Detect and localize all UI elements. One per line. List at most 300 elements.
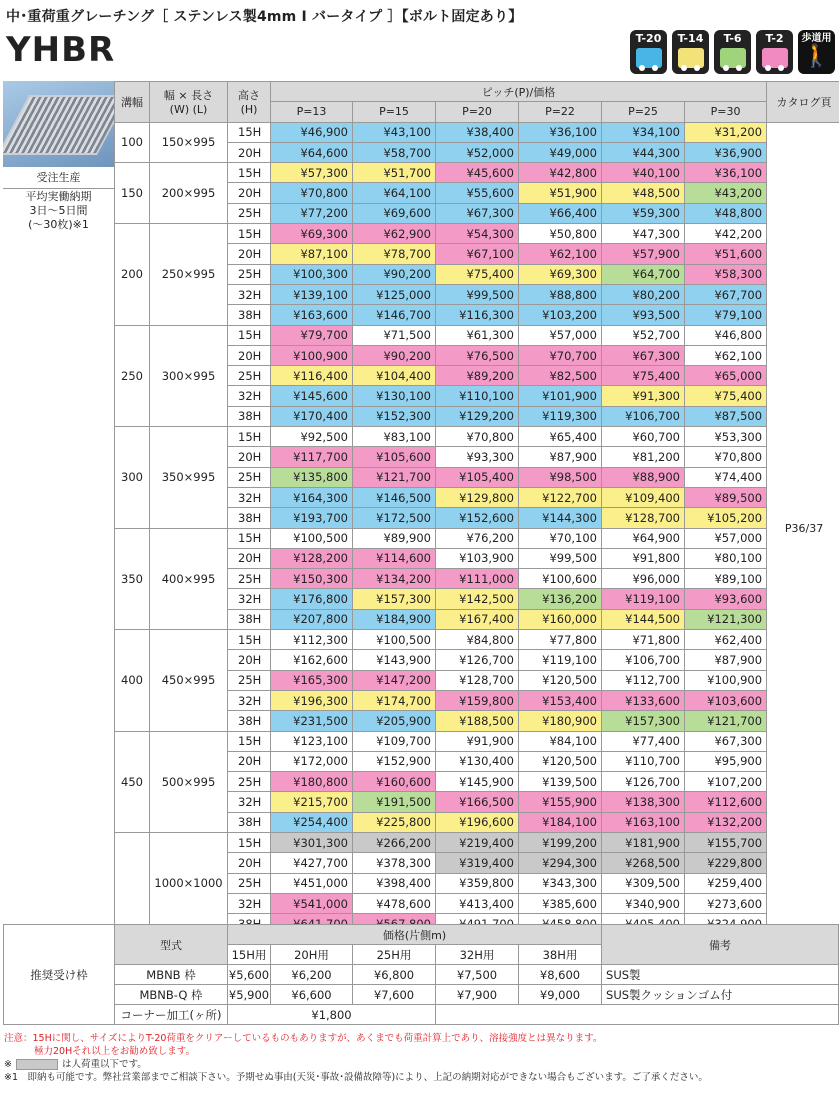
height: 15H xyxy=(228,528,271,548)
price-cell: ¥91,800 xyxy=(602,548,685,568)
height: 20H xyxy=(228,548,271,568)
price-cell: ¥126,700 xyxy=(436,650,519,670)
price-cell: ¥34,100 xyxy=(602,122,685,142)
price-cell: ¥58,300 xyxy=(685,264,767,284)
price-cell: ¥126,700 xyxy=(602,772,685,792)
price-cell: ¥51,900 xyxy=(519,183,602,203)
col-header-size xyxy=(150,82,228,123)
price-cell: ¥119,300 xyxy=(519,406,602,426)
price-table-body xyxy=(115,122,839,934)
price-cell: ¥44,300 xyxy=(602,142,685,162)
size: 350×995 xyxy=(150,427,228,528)
price-cell: ¥541,000 xyxy=(271,893,353,913)
price-cell: ¥100,600 xyxy=(519,569,602,589)
groove-width: 350 xyxy=(115,528,150,629)
price-cell: ¥89,200 xyxy=(436,366,519,386)
price-cell: ¥65,400 xyxy=(519,427,602,447)
price-cell: ¥294,300 xyxy=(519,853,602,873)
price-cell: ¥64,100 xyxy=(353,183,436,203)
price-cell: ¥79,700 xyxy=(271,325,353,345)
price-cell: ¥146,500 xyxy=(353,487,436,507)
price-cell: ¥79,100 xyxy=(685,305,767,325)
price-cell: ¥117,700 xyxy=(271,447,353,467)
price-cell: ¥174,700 xyxy=(353,690,436,710)
price-cell: ¥99,500 xyxy=(519,548,602,568)
price-cell: ¥129,200 xyxy=(436,406,519,426)
price-cell: ¥52,700 xyxy=(602,325,685,345)
price-row xyxy=(115,325,839,345)
size: 450×995 xyxy=(150,630,228,731)
height: 32H xyxy=(228,792,271,812)
price-cell: ¥36,100 xyxy=(519,122,602,142)
price-cell: ¥122,700 xyxy=(519,487,602,507)
price-cell: ¥100,900 xyxy=(271,345,353,365)
height: 25H xyxy=(228,467,271,487)
frame-price: ¥9,000 xyxy=(519,985,602,1005)
height: 25H xyxy=(228,569,271,589)
price-cell: ¥340,900 xyxy=(602,893,685,913)
groove-width: 150 xyxy=(115,163,150,224)
price-cell: ¥451,000 xyxy=(271,873,353,893)
price-cell: ¥160,000 xyxy=(519,609,602,629)
frame-section xyxy=(3,924,839,1025)
price-cell: ¥125,000 xyxy=(353,284,436,304)
price-cell: ¥87,900 xyxy=(519,447,602,467)
vehicle-icon xyxy=(720,48,746,68)
price-cell: ¥266,200 xyxy=(353,832,436,852)
divider xyxy=(3,188,114,189)
frame-note: SUS製クッションゴム付 xyxy=(602,985,839,1005)
price-cell: ¥95,900 xyxy=(685,751,767,771)
price-cell: ¥49,000 xyxy=(519,142,602,162)
price-cell: ¥89,500 xyxy=(685,487,767,507)
price-cell: ¥76,200 xyxy=(436,528,519,548)
price-cell: ¥31,200 xyxy=(685,122,767,142)
price-row xyxy=(115,122,839,142)
price-cell: ¥82,500 xyxy=(519,366,602,386)
pitch-header: P=15 xyxy=(353,102,436,122)
price-cell: ¥42,200 xyxy=(685,224,767,244)
price-cell: ¥78,700 xyxy=(353,244,436,264)
price-cell: ¥130,100 xyxy=(353,386,436,406)
made-to-order-label: 受注生産 xyxy=(36,171,81,184)
price-cell: ¥50,800 xyxy=(519,224,602,244)
height: 32H xyxy=(228,386,271,406)
price-cell: ¥87,100 xyxy=(271,244,353,264)
legend-swatch xyxy=(16,1059,58,1070)
height: 32H xyxy=(228,487,271,507)
height: 20H xyxy=(228,244,271,264)
price-cell: ¥129,800 xyxy=(436,487,519,507)
price-cell: ¥191,500 xyxy=(353,792,436,812)
price-cell: ¥152,900 xyxy=(353,751,436,771)
price-cell: ¥77,400 xyxy=(602,731,685,751)
height: 25H xyxy=(228,264,271,284)
price-cell: ¥166,500 xyxy=(436,792,519,812)
price-cell: ¥207,800 xyxy=(271,609,353,629)
price-cell: ¥80,200 xyxy=(602,284,685,304)
price-cell: ¥109,400 xyxy=(602,487,685,507)
frame-height-header: 20H用 xyxy=(271,945,353,965)
price-cell: ¥145,600 xyxy=(271,386,353,406)
groove-width: 100 xyxy=(115,122,150,163)
badge-label: T-2 xyxy=(765,32,784,45)
delivery-note-line1: 平均実働納期 xyxy=(25,190,92,203)
price-cell: ¥103,200 xyxy=(519,305,602,325)
size: 1000×1000 xyxy=(150,832,228,933)
price-cell: ¥93,600 xyxy=(685,589,767,609)
height: 38H xyxy=(228,711,271,731)
price-cell: ¥111,000 xyxy=(436,569,519,589)
price-cell: ¥74,400 xyxy=(685,467,767,487)
price-cell: ¥75,400 xyxy=(685,386,767,406)
price-cell: ¥128,200 xyxy=(271,548,353,568)
size: 200×995 xyxy=(150,163,228,224)
price-cell: ¥114,600 xyxy=(353,548,436,568)
price-cell: ¥43,200 xyxy=(685,183,767,203)
price-cell: ¥100,500 xyxy=(353,630,436,650)
frame-row xyxy=(4,985,839,1005)
delivery-note-line3: (～30枚)※1 xyxy=(28,218,89,231)
price-cell: ¥121,700 xyxy=(353,467,436,487)
price-cell: ¥427,700 xyxy=(271,853,353,873)
price-cell: ¥51,700 xyxy=(353,163,436,183)
price-cell: ¥57,000 xyxy=(685,528,767,548)
price-cell: ¥120,500 xyxy=(519,751,602,771)
col-header-height xyxy=(228,82,271,123)
frame-price: ¥6,600 xyxy=(271,985,353,1005)
price-cell: ¥48,800 xyxy=(685,203,767,223)
price-cell: ¥91,900 xyxy=(436,731,519,751)
price-cell: ¥157,300 xyxy=(353,589,436,609)
catalog-page: P36/37 xyxy=(767,122,839,934)
price-cell: ¥146,700 xyxy=(353,305,436,325)
height: 32H xyxy=(228,284,271,304)
price-cell: ¥67,700 xyxy=(685,284,767,304)
price-cell: ¥231,500 xyxy=(271,711,353,731)
col-header-height-sub: (H) xyxy=(240,103,258,117)
price-cell: ¥163,100 xyxy=(602,812,685,832)
col-header-pitch: ピッチ(P)/価格 xyxy=(271,82,767,102)
price-cell: ¥119,100 xyxy=(519,650,602,670)
price-cell: ¥150,300 xyxy=(271,569,353,589)
page-subtitle: 中･重荷重グレーチング［ ステンレス製4mm I バータイプ ］【ボルト固定あり】 xyxy=(6,9,523,25)
grating-image xyxy=(3,95,114,155)
price-cell: ¥46,900 xyxy=(271,122,353,142)
price-cell: ¥67,300 xyxy=(602,345,685,365)
pitch-header: P=25 xyxy=(602,102,685,122)
price-cell: ¥77,800 xyxy=(519,630,602,650)
price-cell: ¥83,100 xyxy=(353,427,436,447)
warning-line2: 極力20Hそれ以上をお勧め致します。 xyxy=(34,1046,195,1057)
price-cell: ¥153,400 xyxy=(519,690,602,710)
price-cell: ¥172,000 xyxy=(271,751,353,771)
height: 20H xyxy=(228,853,271,873)
groove-width: 400 xyxy=(115,630,150,731)
price-cell: ¥254,400 xyxy=(271,812,353,832)
col-header-width: 溝幅 xyxy=(115,82,150,123)
price-cell: ¥145,900 xyxy=(436,772,519,792)
height: 15H xyxy=(228,122,271,142)
badge--4 xyxy=(798,30,835,74)
height: 20H xyxy=(228,751,271,771)
price-cell: ¥105,600 xyxy=(353,447,436,467)
price-cell: ¥98,500 xyxy=(519,467,602,487)
price-cell: ¥104,400 xyxy=(353,366,436,386)
height: 20H xyxy=(228,447,271,467)
height: 25H xyxy=(228,873,271,893)
price-cell: ¥157,300 xyxy=(602,711,685,731)
price-table xyxy=(114,81,839,934)
price-cell: ¥100,500 xyxy=(271,528,353,548)
groove-width: 450 xyxy=(115,731,150,832)
height: 20H xyxy=(228,345,271,365)
price-cell: ¥77,200 xyxy=(271,203,353,223)
price-cell: ¥268,500 xyxy=(602,853,685,873)
price-row xyxy=(115,427,839,447)
col-header-size-sub: (W) (L) xyxy=(169,103,208,117)
price-cell: ¥319,400 xyxy=(436,853,519,873)
frame-price: ¥7,600 xyxy=(353,985,436,1005)
height: 32H xyxy=(228,589,271,609)
price-cell: ¥103,600 xyxy=(685,690,767,710)
price-cell: ¥53,300 xyxy=(685,427,767,447)
height: 38H xyxy=(228,812,271,832)
price-cell: ¥48,500 xyxy=(602,183,685,203)
height: 20H xyxy=(228,183,271,203)
price-cell: ¥42,800 xyxy=(519,163,602,183)
price-cell: ¥105,400 xyxy=(436,467,519,487)
badge-t2-3 xyxy=(756,30,793,74)
price-cell: ¥184,100 xyxy=(519,812,602,832)
vehicle-icon xyxy=(636,48,662,68)
price-cell: ¥398,400 xyxy=(353,873,436,893)
price-cell: ¥152,600 xyxy=(436,508,519,528)
price-cell: ¥112,300 xyxy=(271,630,353,650)
product-photo xyxy=(3,81,114,167)
height: 25H xyxy=(228,203,271,223)
frame-price: ¥6,800 xyxy=(353,965,436,985)
price-cell: ¥84,800 xyxy=(436,630,519,650)
price-cell: ¥301,300 xyxy=(271,832,353,852)
badge-label: T-20 xyxy=(635,32,662,45)
pitch-header: P=30 xyxy=(685,102,767,122)
price-cell: ¥143,900 xyxy=(353,650,436,670)
badge-label: 歩道用 xyxy=(801,33,832,44)
badge-t6-2 xyxy=(714,30,751,74)
price-cell: ¥106,700 xyxy=(602,650,685,670)
load-class-badges xyxy=(630,30,835,74)
price-cell: ¥106,700 xyxy=(602,406,685,426)
price-cell: ¥67,300 xyxy=(685,731,767,751)
price-cell: ¥64,900 xyxy=(602,528,685,548)
price-cell: ¥139,100 xyxy=(271,284,353,304)
pedestrian-icon: 🚶 xyxy=(802,44,831,69)
price-cell: ¥130,400 xyxy=(436,751,519,771)
price-cell: ¥54,300 xyxy=(436,224,519,244)
price-cell: ¥91,300 xyxy=(602,386,685,406)
price-cell: ¥87,500 xyxy=(685,406,767,426)
price-cell: ¥193,700 xyxy=(271,508,353,528)
price-cell: ¥55,600 xyxy=(436,183,519,203)
height: 32H xyxy=(228,690,271,710)
price-cell: ¥71,500 xyxy=(353,325,436,345)
price-cell: ¥136,200 xyxy=(519,589,602,609)
delivery-note xyxy=(3,190,114,232)
warning-line1: 注意：15Hに関し、サイズによりT-20荷重をクリアーしているものもありますが、あくまでも荷重計算上であり、溶接強度とは異なります。 xyxy=(4,1033,603,1044)
price-cell: ¥121,300 xyxy=(685,609,767,629)
height: 20H xyxy=(228,650,271,670)
price-cell: ¥89,100 xyxy=(685,569,767,589)
price-row xyxy=(115,163,839,183)
frame-type: MBNB-Q 枠 xyxy=(115,985,228,1005)
pitch-header: P=13 xyxy=(271,102,353,122)
price-cell: ¥309,500 xyxy=(602,873,685,893)
price-cell: ¥343,300 xyxy=(519,873,602,893)
price-cell: ¥36,100 xyxy=(685,163,767,183)
frame-table xyxy=(3,924,839,1025)
badge-label: T-14 xyxy=(677,32,704,45)
footnote: ※1 即納も可能です。弊社営業部までご相談下さい。予期せぬ事由(天災･事故･設備故障等)により、上記の納期対応ができない場合もございます。ご了承ください。 xyxy=(4,1072,708,1083)
price-cell: ¥62,100 xyxy=(519,244,602,264)
price-cell: ¥155,700 xyxy=(685,832,767,852)
price-cell: ¥180,800 xyxy=(271,772,353,792)
price-cell: ¥75,400 xyxy=(436,264,519,284)
vehicle-icon xyxy=(762,48,788,68)
price-cell: ¥75,400 xyxy=(602,366,685,386)
price-cell: ¥40,100 xyxy=(602,163,685,183)
price-cell: ¥215,700 xyxy=(271,792,353,812)
price-cell: ¥57,000 xyxy=(519,325,602,345)
legend-text: は人荷重以下です。 xyxy=(61,1059,147,1070)
vehicle-icon xyxy=(678,48,704,68)
frame-type: MBNB 枠 xyxy=(115,965,228,985)
price-cell: ¥105,200 xyxy=(685,508,767,528)
price-cell: ¥80,100 xyxy=(685,548,767,568)
price-cell: ¥58,700 xyxy=(353,142,436,162)
frame-col-type: 型式 xyxy=(115,925,228,965)
price-cell: ¥36,900 xyxy=(685,142,767,162)
price-cell: ¥167,400 xyxy=(436,609,519,629)
frame-price: ¥5,900 xyxy=(228,985,271,1005)
price-cell: ¥144,500 xyxy=(602,609,685,629)
price-cell: ¥138,300 xyxy=(602,792,685,812)
price-cell: ¥62,100 xyxy=(685,345,767,365)
frame-price: ¥7,900 xyxy=(436,985,519,1005)
frame-height-header: 15H用 xyxy=(228,945,271,965)
price-cell: ¥135,800 xyxy=(271,467,353,487)
badge-label: T-6 xyxy=(723,32,742,45)
frame-col-note: 備考 xyxy=(602,925,839,965)
price-cell: ¥88,800 xyxy=(519,284,602,304)
frame-price: ¥7,500 xyxy=(436,965,519,985)
price-cell: ¥196,600 xyxy=(436,812,519,832)
price-cell: ¥112,600 xyxy=(685,792,767,812)
page-title: YHBR xyxy=(6,30,116,70)
size: 150×995 xyxy=(150,122,228,163)
col-header-size-label: 幅 × 長さ xyxy=(163,89,214,103)
price-cell: ¥84,100 xyxy=(519,731,602,751)
price-cell: ¥71,800 xyxy=(602,630,685,650)
price-cell: ¥100,300 xyxy=(271,264,353,284)
price-cell: ¥62,400 xyxy=(685,630,767,650)
price-cell: ¥165,300 xyxy=(271,670,353,690)
price-cell: ¥163,600 xyxy=(271,305,353,325)
price-cell: ¥378,300 xyxy=(353,853,436,873)
price-cell: ¥59,300 xyxy=(602,203,685,223)
badge-t20-0 xyxy=(630,30,667,74)
price-cell: ¥43,100 xyxy=(353,122,436,142)
badge-t14-1 xyxy=(672,30,709,74)
price-cell: ¥81,200 xyxy=(602,447,685,467)
price-cell: ¥70,800 xyxy=(271,183,353,203)
price-cell: ¥110,700 xyxy=(602,751,685,771)
price-row xyxy=(115,224,839,244)
price-cell: ¥67,300 xyxy=(436,203,519,223)
height: 15H xyxy=(228,224,271,244)
height: 15H xyxy=(228,731,271,751)
legend xyxy=(4,1058,836,1071)
price-cell: ¥181,900 xyxy=(602,832,685,852)
price-cell: ¥70,100 xyxy=(519,528,602,548)
price-cell: ¥273,600 xyxy=(685,893,767,913)
price-cell: ¥219,400 xyxy=(436,832,519,852)
frame-height-header: 25H用 xyxy=(353,945,436,965)
height: 38H xyxy=(228,406,271,426)
price-cell: ¥147,200 xyxy=(353,670,436,690)
price-cell: ¥88,900 xyxy=(602,467,685,487)
price-cell: ¥159,800 xyxy=(436,690,519,710)
price-cell: ¥90,200 xyxy=(353,264,436,284)
price-cell: ¥478,600 xyxy=(353,893,436,913)
price-cell: ¥144,300 xyxy=(519,508,602,528)
price-cell: ¥107,200 xyxy=(685,772,767,792)
price-cell: ¥121,700 xyxy=(685,711,767,731)
price-cell: ¥99,500 xyxy=(436,284,519,304)
price-cell: ¥45,600 xyxy=(436,163,519,183)
price-row xyxy=(115,832,839,852)
frame-price: ¥6,200 xyxy=(271,965,353,985)
price-cell: ¥142,500 xyxy=(436,589,519,609)
price-row xyxy=(115,630,839,650)
price-cell: ¥109,700 xyxy=(353,731,436,751)
price-cell: ¥229,800 xyxy=(685,853,767,873)
height: 25H xyxy=(228,772,271,792)
frame-height-header: 38H用 xyxy=(519,945,602,965)
price-cell: ¥134,200 xyxy=(353,569,436,589)
price-cell: ¥103,900 xyxy=(436,548,519,568)
price-cell: ¥413,400 xyxy=(436,893,519,913)
col-header-height-label: 高さ xyxy=(238,89,260,103)
price-cell: ¥116,300 xyxy=(436,305,519,325)
price-cell: ¥116,400 xyxy=(271,366,353,386)
price-cell: ¥66,400 xyxy=(519,203,602,223)
price-cell: ¥359,800 xyxy=(436,873,519,893)
price-row xyxy=(115,731,839,751)
price-cell: ¥70,800 xyxy=(436,427,519,447)
price-cell: ¥160,600 xyxy=(353,772,436,792)
col-header-catalog: カタログ頁 xyxy=(767,82,839,123)
price-cell: ¥64,700 xyxy=(602,264,685,284)
legend-prefix: ※ xyxy=(4,1059,12,1070)
price-cell: ¥180,900 xyxy=(519,711,602,731)
price-cell: ¥170,400 xyxy=(271,406,353,426)
price-cell: ¥70,700 xyxy=(519,345,602,365)
frame-height-header: 32H用 xyxy=(436,945,519,965)
price-cell: ¥112,700 xyxy=(602,670,685,690)
frame-price: ¥8,600 xyxy=(519,965,602,985)
price-cell: ¥64,600 xyxy=(271,142,353,162)
